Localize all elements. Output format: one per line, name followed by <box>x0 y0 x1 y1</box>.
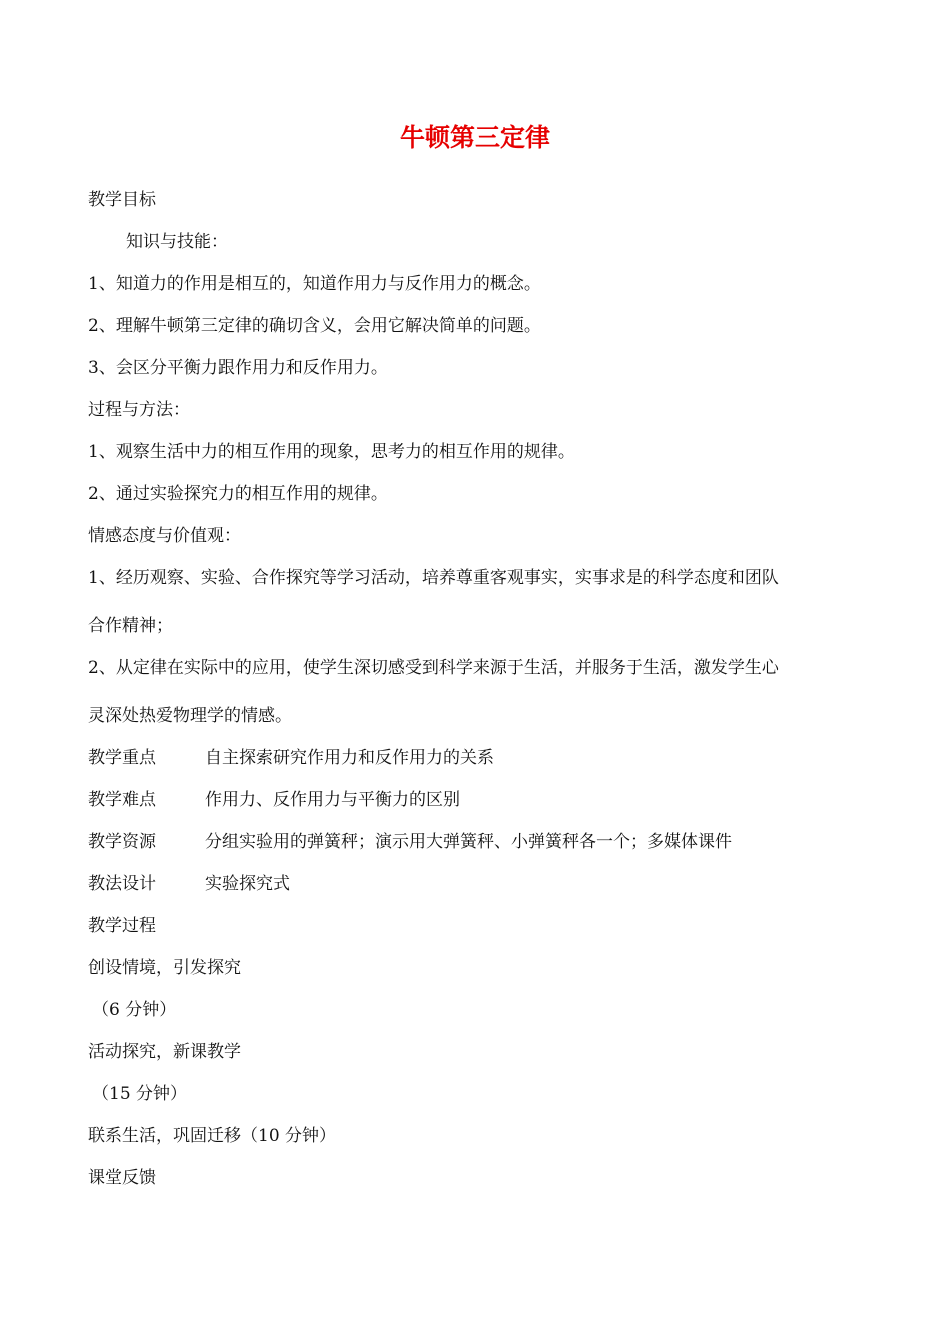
process-heading: 过程与方法： <box>88 400 190 420</box>
info-value: 实验探究式 <box>205 874 290 894</box>
info-row-method <box>88 863 868 905</box>
process-item-2: 2、通过实验探究力的相互作用的规律。 <box>88 484 388 504</box>
info-row-difficulty <box>88 779 868 821</box>
document-title: 牛顿第三定律 <box>399 123 550 152</box>
step-2-duration: （15 分钟） <box>92 1084 188 1104</box>
info-label: 教学资源 <box>88 832 156 852</box>
emotion-item-2-line-1: 2、从定律在实际中的应用，使学生深切感受到科学来源于生活，并服务于生活，激发学生心 <box>88 658 779 678</box>
emotion-heading: 情感态度与价值观： <box>88 526 241 546</box>
info-label: 教学重点 <box>88 748 156 768</box>
knowledge-item-3: 3、会区分平衡力跟作用力和反作用力。 <box>88 358 388 378</box>
info-label: 教学难点 <box>88 790 156 810</box>
knowledge-heading: 知识与技能： <box>126 232 228 252</box>
process-item-1: 1、观察生活中力的相互作用的现象，思考力的相互作用的规律。 <box>88 442 575 462</box>
knowledge-item-1: 1、知道力的作用是相互的，知道作用力与反作用力的概念。 <box>88 274 541 294</box>
info-label: 教法设计 <box>88 874 156 894</box>
goals-heading: 教学目标 <box>88 190 156 210</box>
step-1-duration: （6 分钟） <box>92 1000 177 1020</box>
knowledge-item-2: 2、理解牛顿第三定律的确切含义，会用它解决简单的问题。 <box>88 316 541 336</box>
info-value: 自主探索研究作用力和反作用力的关系 <box>205 748 494 768</box>
process-section-heading: 教学过程 <box>88 916 156 936</box>
step-1: 创设情境，引发探究 <box>88 958 241 978</box>
emotion-item-2-line-2: 灵深处热爱物理学的情感。 <box>88 706 292 726</box>
info-row-resources <box>88 821 868 863</box>
document-body <box>88 179 868 1199</box>
step-4: 课堂反馈 <box>88 1168 156 1188</box>
step-3: 联系生活，巩固迁移（10 分钟） <box>88 1126 337 1146</box>
info-row-focus <box>88 737 868 779</box>
emotion-item-1-line-2: 合作精神； <box>88 616 173 636</box>
step-2: 活动探究，新课教学 <box>88 1042 241 1062</box>
emotion-item-1-line-1: 1、经历观察、实验、合作探究等学习活动，培养尊重客观事实，实事求是的科学态度和团队 <box>88 568 779 588</box>
info-value: 作用力、反作用力与平衡力的区别 <box>205 790 460 810</box>
info-value: 分组实验用的弹簧秤；演示用大弹簧秤、小弹簧秤各一个；多媒体课件 <box>205 832 732 852</box>
